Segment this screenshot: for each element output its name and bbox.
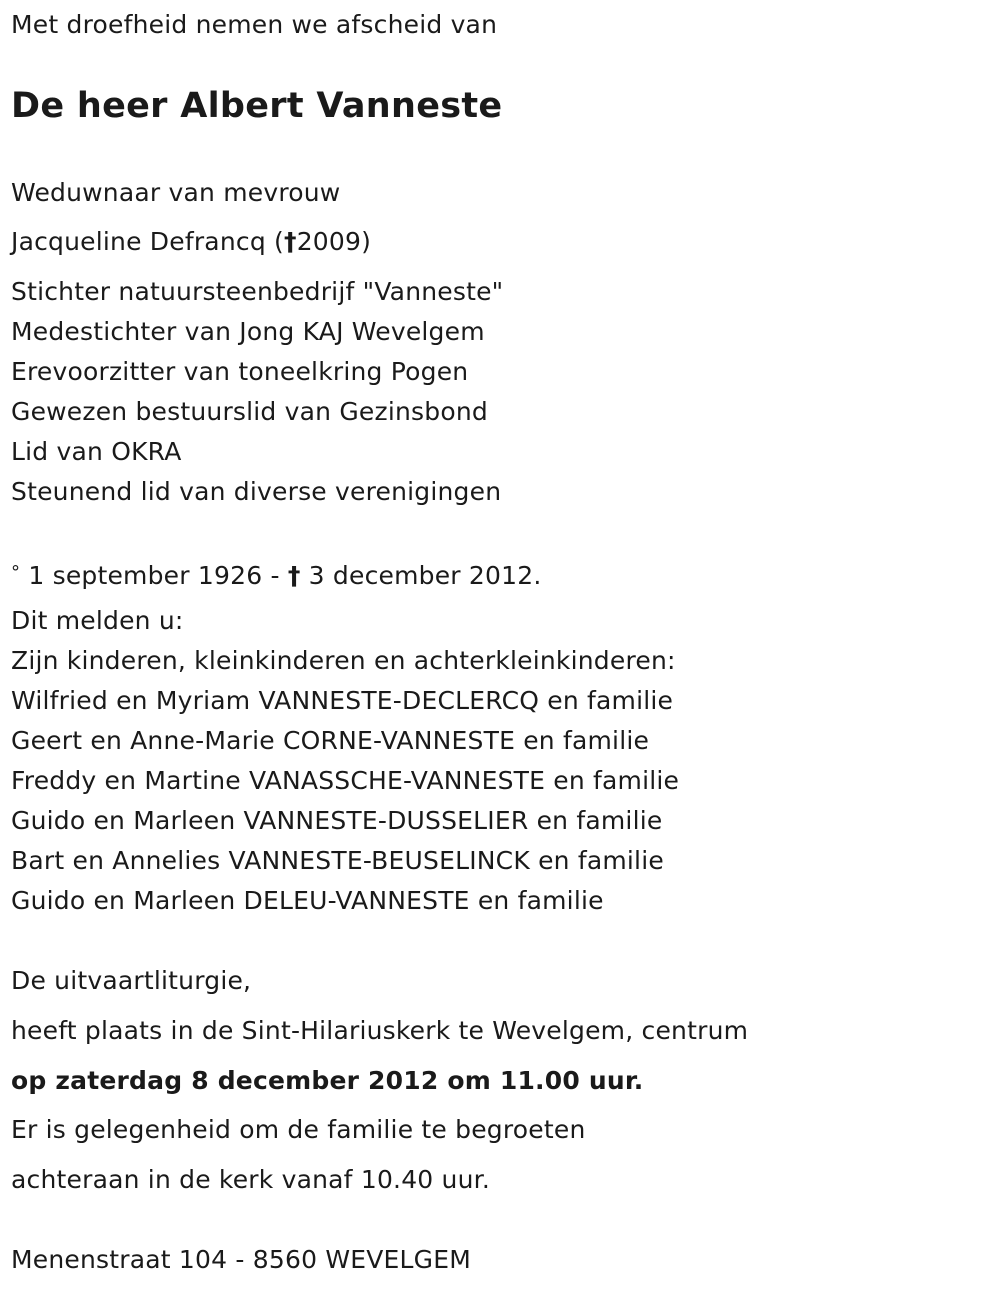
- family-member: Bart en Annelies VANNESTE-BEUSELINCK en familie: [11, 846, 664, 875]
- family-intro: Dit melden u:: [11, 606, 184, 635]
- role-item: Lid van OKRA: [11, 437, 182, 466]
- spouse-name: [11, 226, 371, 258]
- role-item: Medestichter van Jong KAJ Wevelgem: [11, 317, 485, 346]
- condolence-info: Er is gelegenheid om de familie te begroeten: [11, 1115, 586, 1144]
- death-date: 3 december 2012.: [300, 561, 542, 590]
- role-item: Gewezen bestuurslid van Gezinsbond: [11, 397, 488, 426]
- family-member: Freddy en Martine VANASSCHE-VANNESTE en familie: [11, 766, 680, 795]
- spouse-death-year: 2009): [296, 227, 372, 256]
- birth-symbol: °: [11, 562, 21, 583]
- role-item: Stichter natuursteenbedrijf "Vanneste": [11, 277, 504, 306]
- funeral-heading: De uitvaartliturgie,: [11, 966, 252, 995]
- family-member: Geert en Anne-Marie CORNE-VANNESTE en familie: [11, 726, 650, 755]
- intro-text: Met droefheid nemen we afscheid van: [11, 10, 498, 39]
- funeral-location: heeft plaats in de Sint-Hilariuskerk te Wevelgem, centrum: [11, 1016, 749, 1045]
- address: Menenstraat 104 - 8560 WEVELGEM: [11, 1245, 471, 1274]
- spouse-label: Weduwnaar van mevrouw: [11, 178, 341, 207]
- role-item: Erevoorzitter van toneelkring Pogen: [11, 357, 469, 386]
- condolence-time: achteraan in de kerk vanaf 10.40 uur.: [11, 1165, 490, 1194]
- role-item: Steunend lid van diverse verenigingen: [11, 477, 502, 506]
- cross-icon: †: [284, 227, 297, 256]
- family-member: Guido en Marleen DELEU-VANNESTE en familie: [11, 886, 604, 915]
- family-heading: Zijn kinderen, kleinkinderen en achterkleinkinderen:: [11, 646, 676, 675]
- spouse-name-text: Jacqueline Defrancq (: [11, 227, 284, 256]
- family-member: Wilfried en Myriam VANNESTE-DECLERCQ en familie: [11, 686, 674, 715]
- deceased-name: De heer Albert Vanneste: [11, 86, 503, 126]
- cross-icon: †: [287, 561, 301, 590]
- birth-date: 1 september 1926 -: [20, 561, 288, 590]
- funeral-date-time: op zaterdag 8 december 2012 om 11.00 uur.: [11, 1066, 644, 1095]
- family-member: Guido en Marleen VANNESTE-DUSSELIER en familie: [11, 806, 663, 835]
- life-dates: [11, 557, 542, 592]
